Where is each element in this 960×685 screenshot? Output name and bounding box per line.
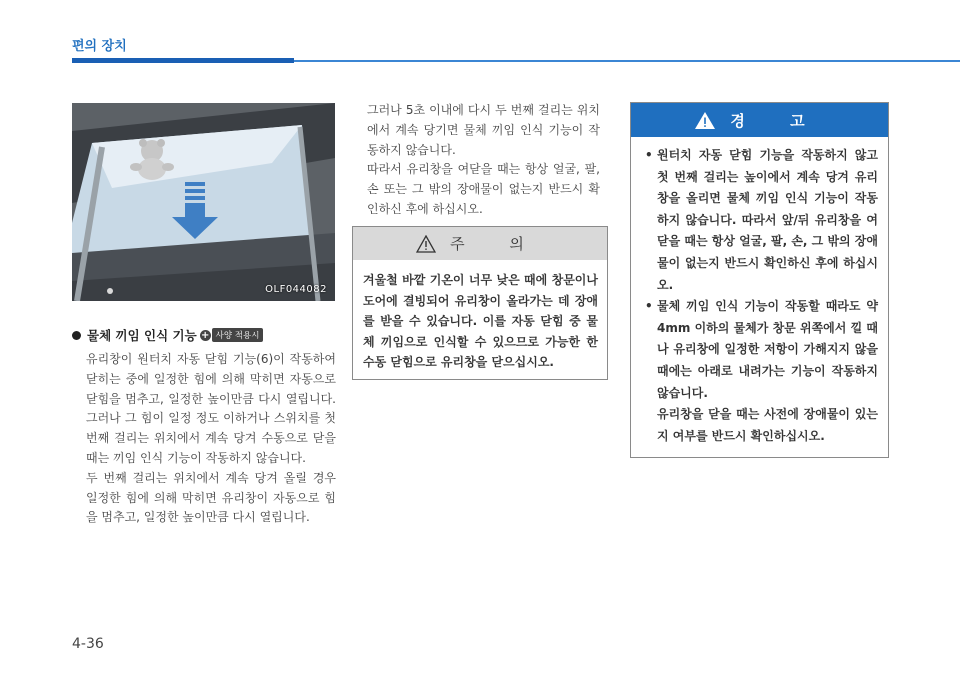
feature-heading [72, 326, 263, 344]
figure-label: OLF044082 [265, 284, 327, 295]
option-tag: 사양 적용시 [212, 328, 264, 342]
feature-title: 물체 끼임 인식 기능 [87, 328, 197, 343]
caution-box [352, 226, 608, 380]
caution-header [353, 227, 607, 260]
caution-text: 겨울철 바깥 기온이 너무 낮은 때에 창문이나 도어에 결빙되어 유리창이 올라가는 데 장애를 받을 수 있습니다. 이를 자동 닫힘 중 물체 끼임으로 인식할 수 있으므로 가능한 한 수동 닫힘으로 유리창을 닫으십시오. [363, 273, 598, 369]
bullet-icon: • [645, 148, 653, 162]
warning-title: 경 고 [730, 111, 825, 130]
header-bar-dark [72, 58, 294, 63]
warning-triangle-icon [694, 111, 716, 130]
warning-item-text: 원터치 자동 닫힘 기능을 작동하지 않고 첫 번째 걸리는 높이에서 계속 당겨 유리창을 올리면 물체 끼임 인식 기능이 작동하지 않습니다. 따라서 앞/뒤 유리창을 여닫을 때는 항상 얼굴, 팔, 손, 그 밖의 장애물이 없는지 반드시 확인하신 후에 하십시오. [657, 148, 878, 292]
warning-item-text: 물체 끼임 인식 기능이 작동할 때라도 약 4mm 이하의 물체가 창문 위쪽에서 낄 때나 유리창에 일정한 저항이 가해지지 않을 때에는 아래로 내려가는 기능이 작동하지 않습니다. 유리창을 닫을 때는 사전에 장애물이 있는지 여부를 반드시 확인하십시오. [657, 299, 878, 443]
bullet-icon: • [645, 299, 653, 314]
header-bar-light [294, 60, 960, 62]
warning-list [631, 137, 888, 447]
warning-item [645, 145, 878, 296]
section-title: 편의 장치 [72, 39, 127, 54]
warning-triangle-icon [416, 235, 436, 253]
plus-icon: + [200, 329, 210, 341]
car-window-image [72, 103, 335, 301]
window-illustration [72, 103, 335, 301]
warning-box [630, 102, 889, 458]
warning-header [631, 103, 888, 137]
page-number: 4-36 [72, 636, 104, 652]
feature-paragraph: 유리창이 원터치 자동 닫힘 기능(6)이 작동하여 닫히는 중에 일정한 힘에 의해 막히면 자동으로 닫힘을 멈추고, 일정한 높이만큼 다시 열립니다. 그러나 그 힘이 일정 정도 이하거나 스위치를 첫 번째 걸리는 위치에서 계속 당겨 수동으로 닫을 때는 끼임 인식 기능이 작동하지 않습니다. 두 번째 걸리는 위치에서 계속 당겨 올릴 경우 일정한 힘에 의해 막히면 유리창이 자동으로 힘을 멈추고, 일정한 높이만큼 다시 열립니다. [86, 352, 336, 525]
bullet-dot-icon [72, 331, 81, 340]
caution-title: 주 의 [450, 235, 544, 253]
warning-item [645, 296, 878, 447]
middle-paragraph: 그러나 5초 이내에 다시 두 번째 걸리는 위치에서 계속 당기면 물체 끼임 인식 기능이 작동하지 않습니다. 따라서 유리창을 여닫을 때는 항상 얼굴, 팔, 손 또는 그 밖의 장애물이 없는지 반드시 확인하신 후에 하십시오. [367, 103, 600, 216]
